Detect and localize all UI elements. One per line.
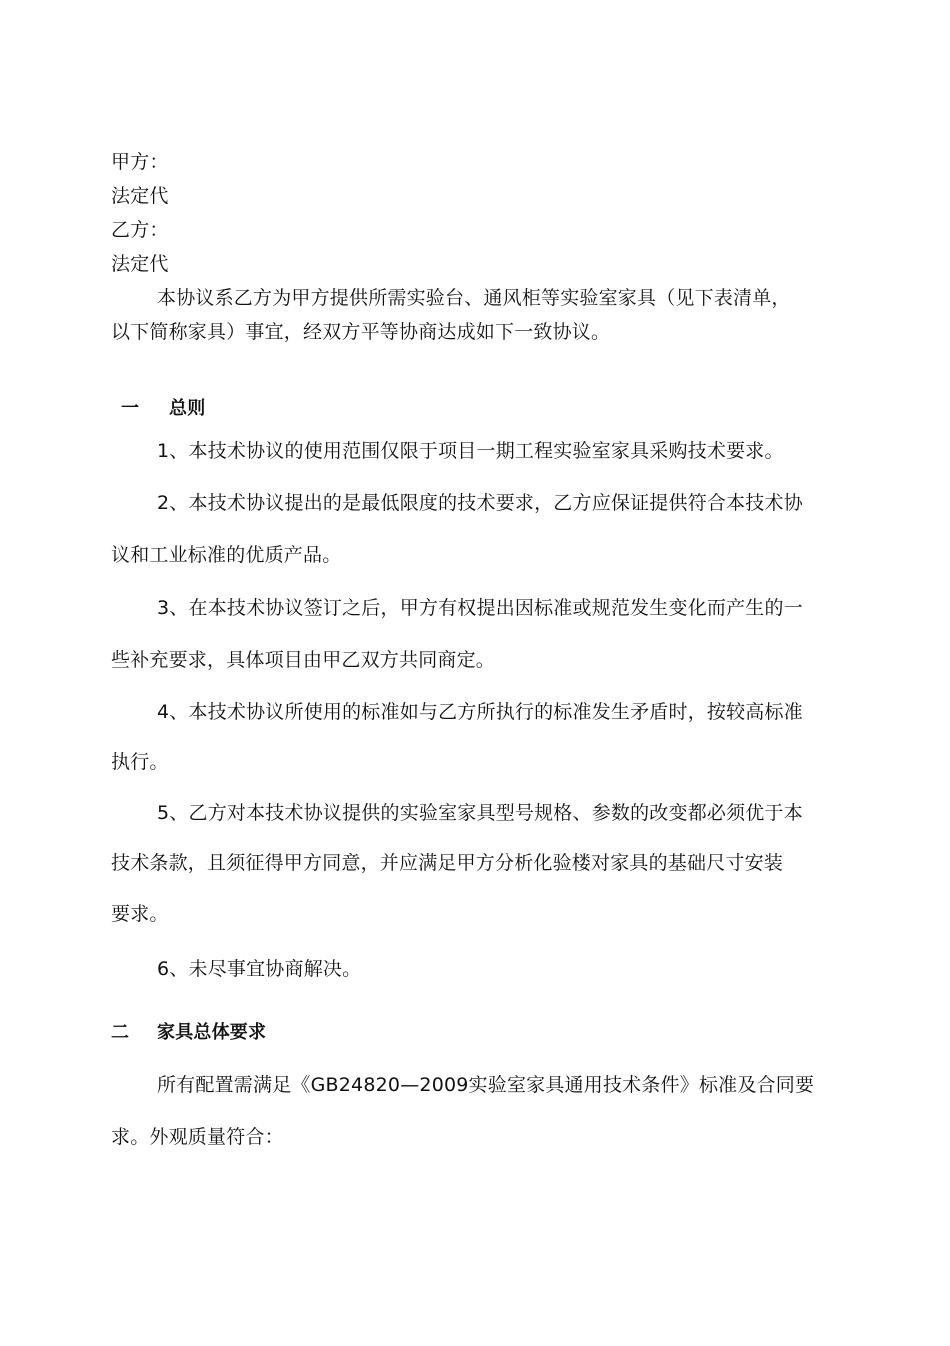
party-a-label: 甲方： bbox=[111, 151, 169, 173]
item-1-line-1: 1、本技术协议的使用范围仅限于项目一期工程实验室家具采购技术要求。 bbox=[157, 440, 784, 462]
section-2-title: 家具总体要求 bbox=[157, 1022, 267, 1043]
legal-rep-a-label: 法定代 bbox=[111, 185, 169, 207]
item-3-line-1: 3、在本技术协议签订之后，甲方有权提出因标准或规范发生变化而产生的一 bbox=[157, 597, 803, 619]
item-2-line-1: 2、本技术协议提出的是最低限度的技术要求，乙方应保证提供符合本技术协 bbox=[157, 492, 803, 514]
section-1-number: 一 bbox=[121, 398, 140, 419]
intro-line-1: 本协议系乙方为甲方提供所需实验台、通风柜等实验室家具（见下表清单， bbox=[157, 287, 791, 309]
section-1-title: 总则 bbox=[169, 398, 206, 419]
section-2-para-line-1: 所有配置需满足《GB24820—2009实验室家具通用技术条件》标准及合同要 bbox=[157, 1074, 815, 1096]
section-2-heading bbox=[111, 1021, 266, 1045]
item-5-line-3: 要求。 bbox=[111, 903, 169, 925]
legal-rep-b-label: 法定代 bbox=[111, 253, 169, 275]
section-2-number: 二 bbox=[111, 1022, 130, 1043]
intro-line-2: 以下简称家具）事宜，经双方平等协商达成如下一致协议。 bbox=[111, 321, 611, 343]
item-4-line-2: 执行。 bbox=[111, 751, 169, 773]
item-3-line-2: 些补充要求，具体项目由甲乙双方共同商定。 bbox=[111, 649, 496, 671]
item-4-line-1: 4、本技术协议所使用的标准如与乙方所执行的标准发生矛盾时，按较高标准 bbox=[157, 701, 803, 723]
item-5-line-2: 技术条款，且须征得甲方同意，并应满足甲方分析化验楼对家具的基础尺寸安装 bbox=[111, 852, 784, 874]
item-2-line-2: 议和工业标准的优质产品。 bbox=[111, 544, 342, 566]
section-2-para-line-2: 求。外观质量符合： bbox=[111, 1126, 284, 1148]
party-b-label: 乙方： bbox=[111, 219, 169, 241]
item-5-line-1: 5、乙方对本技术协议提供的实验室家具型号规格、参数的改变都必须优于本 bbox=[157, 802, 803, 824]
item-6-line-1: 6、未尽事宜协商解决。 bbox=[157, 958, 362, 980]
section-1-heading bbox=[121, 397, 205, 421]
